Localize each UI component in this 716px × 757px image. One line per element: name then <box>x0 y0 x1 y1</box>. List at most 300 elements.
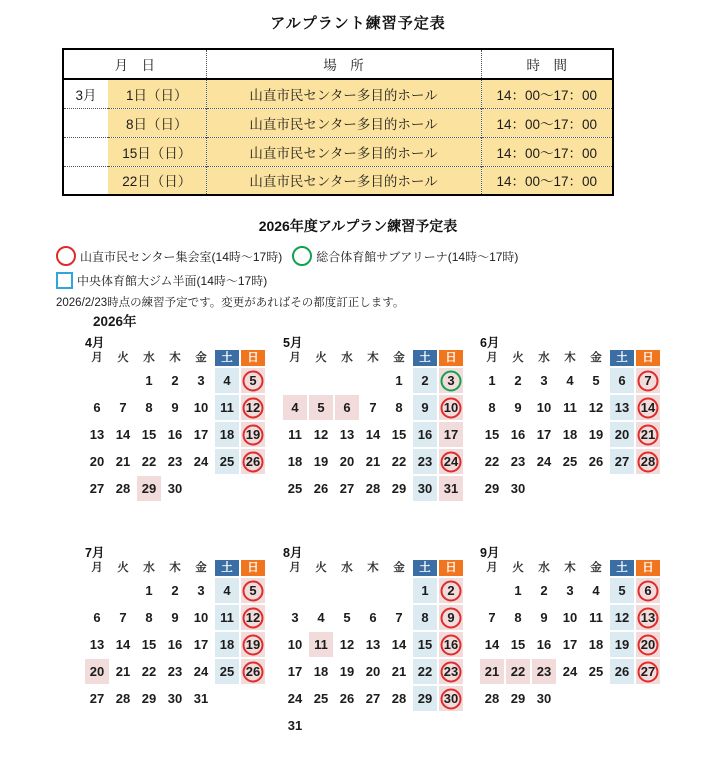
empty-cell <box>111 368 135 393</box>
day-cell: 8 <box>514 610 522 625</box>
day-cell: 6 <box>93 400 101 415</box>
header-month-day: 月 日 <box>63 49 206 79</box>
day-cell: 24 <box>287 691 303 706</box>
weekday-header: 火 <box>117 562 129 574</box>
calendar-month-label: 8月 <box>283 546 303 560</box>
day-cell: 9 <box>514 400 522 415</box>
day-cell: 5 <box>343 610 351 625</box>
day-cell: 31 <box>193 691 209 706</box>
empty-cell <box>309 578 333 603</box>
day-cell: 15 <box>141 637 157 652</box>
legend-label: 中央体育館大ジム半面(14時～17時) <box>77 274 268 288</box>
day-cell: 4 <box>283 395 307 420</box>
green-circle-icon <box>292 246 312 266</box>
day-cell: 22 <box>141 454 157 469</box>
day-cell: 8日（日） <box>108 108 206 137</box>
empty-cell <box>361 368 385 393</box>
empty-cell <box>361 578 385 603</box>
day-cell: 27 <box>636 659 660 684</box>
day-cell: 6 <box>636 578 660 603</box>
empty-cell <box>335 713 359 738</box>
day-cell: 9 <box>171 400 179 415</box>
empty-cell <box>532 476 556 501</box>
weekday-header: 土 <box>215 560 239 576</box>
weekday-header: 木 <box>564 352 576 364</box>
header-place: 場 所 <box>206 49 481 79</box>
month-cell <box>63 137 108 166</box>
legend-row-1 <box>56 246 528 266</box>
day-cell: 21 <box>636 422 660 447</box>
day-cell: 15 <box>484 427 500 442</box>
legend-item-blue-square <box>56 272 267 289</box>
weekday-header: 土 <box>215 350 239 366</box>
day-cell: 22 <box>506 659 530 684</box>
day-cell: 25 <box>215 449 239 474</box>
year-label: 2026年 <box>93 314 137 329</box>
day-cell: 5 <box>241 368 265 393</box>
calendar-days <box>85 560 271 711</box>
weekday-header: 火 <box>315 352 327 364</box>
red-circle-mark <box>638 424 659 445</box>
weekday-header: 木 <box>169 562 181 574</box>
day-cell: 21 <box>365 454 381 469</box>
day-cell: 27 <box>89 481 105 496</box>
weekday-header: 金 <box>195 562 207 574</box>
month-cell <box>63 166 108 195</box>
day-cell: 13 <box>89 637 105 652</box>
day-cell: 31 <box>439 476 463 501</box>
day-cell: 30 <box>439 686 463 711</box>
day-cell: 12 <box>241 395 265 420</box>
day-cell: 30 <box>167 481 183 496</box>
day-cell: 9 <box>171 610 179 625</box>
empty-cell <box>636 476 660 501</box>
day-cell: 1 <box>488 373 496 388</box>
day-cell: 13 <box>636 605 660 630</box>
day-cell: 7 <box>636 368 660 393</box>
day-cell: 18 <box>588 637 604 652</box>
red-circle-mark <box>638 607 659 628</box>
day-cell: 28 <box>636 449 660 474</box>
day-cell: 4 <box>566 373 574 388</box>
weekday-header: 金 <box>393 352 405 364</box>
day-cell: 1 <box>145 583 153 598</box>
day-cell: 24 <box>439 449 463 474</box>
day-cell: 12 <box>588 400 604 415</box>
day-cell: 17 <box>193 427 209 442</box>
legend-label: 総合体育館サブアリーナ(14時～17時) <box>316 249 519 264</box>
day-cell: 1日（日） <box>108 79 206 108</box>
day-cell: 28 <box>115 481 131 496</box>
schedule-header-row <box>63 49 613 79</box>
day-cell: 11 <box>563 400 577 415</box>
day-cell: 10 <box>439 395 463 420</box>
day-cell: 15 <box>413 632 437 657</box>
weekday-header: 土 <box>610 560 634 576</box>
day-cell: 30 <box>167 691 183 706</box>
day-cell: 26 <box>241 659 265 684</box>
day-cell: 3 <box>439 368 463 393</box>
day-cell: 16 <box>167 427 183 442</box>
day-cell: 13 <box>610 395 634 420</box>
day-cell: 6 <box>335 395 359 420</box>
red-circle-mark <box>243 607 264 628</box>
weekday-header: 日 <box>439 560 463 576</box>
day-cell: 10 <box>193 610 209 625</box>
day-cell: 21 <box>115 664 131 679</box>
empty-cell <box>215 476 239 501</box>
red-circle-mark <box>638 580 659 601</box>
day-cell: 28 <box>115 691 131 706</box>
day-cell: 23 <box>167 454 183 469</box>
red-circle-mark <box>441 580 462 601</box>
green-circle-mark <box>441 370 462 391</box>
weekday-header: 月 <box>91 562 103 574</box>
red-circle-mark <box>638 397 659 418</box>
weekday-header: 月 <box>289 562 301 574</box>
table-row <box>63 137 613 166</box>
empty-cell <box>215 686 239 711</box>
weekday-header: 日 <box>636 350 660 366</box>
weekday-header: 金 <box>590 562 602 574</box>
day-cell: 15 <box>510 637 526 652</box>
day-cell: 23 <box>532 659 556 684</box>
day-cell: 29 <box>137 476 161 501</box>
weekday-header: 水 <box>341 352 353 364</box>
weekday-header: 木 <box>169 352 181 364</box>
empty-cell <box>584 476 608 501</box>
time-cell: 14：00～17：00 <box>481 166 613 195</box>
day-cell: 2 <box>514 373 522 388</box>
day-cell: 14 <box>115 427 131 442</box>
day-cell: 22日（日） <box>108 166 206 195</box>
day-cell: 27 <box>89 691 105 706</box>
empty-cell <box>335 578 359 603</box>
day-cell: 8 <box>145 400 153 415</box>
empty-cell <box>283 578 307 603</box>
red-circle-mark <box>638 634 659 655</box>
day-cell: 20 <box>85 659 109 684</box>
day-cell: 21 <box>115 454 131 469</box>
day-cell: 19 <box>241 422 265 447</box>
day-cell: 28 <box>484 691 500 706</box>
day-cell: 18 <box>215 632 239 657</box>
day-cell: 21 <box>480 659 504 684</box>
empty-cell <box>610 476 634 501</box>
day-cell: 1 <box>413 578 437 603</box>
day-cell: 22 <box>141 664 157 679</box>
day-cell: 4 <box>592 583 600 598</box>
red-circle-mark <box>243 451 264 472</box>
weekday-header: 火 <box>512 562 524 574</box>
day-cell: 29 <box>391 481 407 496</box>
day-cell: 29 <box>413 686 437 711</box>
legend-label: 山直市民センター集会室(14時～17時) <box>80 249 283 264</box>
red-circle-mark <box>243 397 264 418</box>
day-cell: 11 <box>215 605 239 630</box>
day-cell: 1 <box>395 373 403 388</box>
day-cell: 26 <box>313 481 329 496</box>
day-cell: 24 <box>536 454 552 469</box>
calendar-month-label: 6月 <box>480 336 500 350</box>
day-cell: 16 <box>413 422 437 447</box>
red-circle-mark <box>441 688 462 709</box>
weekday-header: 土 <box>610 350 634 366</box>
day-cell: 23 <box>510 454 526 469</box>
day-cell: 25 <box>562 454 578 469</box>
day-cell: 2 <box>171 583 179 598</box>
day-cell: 24 <box>562 664 578 679</box>
day-cell: 23 <box>439 659 463 684</box>
day-cell: 15 <box>141 427 157 442</box>
schedule-table <box>62 48 614 196</box>
day-cell: 19 <box>241 632 265 657</box>
day-cell: 17 <box>439 422 463 447</box>
empty-cell <box>85 368 109 393</box>
empty-cell <box>335 368 359 393</box>
day-cell: 22 <box>391 454 407 469</box>
weekday-header: 木 <box>367 562 379 574</box>
month-cell: 3月 <box>75 87 97 103</box>
day-cell: 13 <box>89 427 105 442</box>
day-cell: 23 <box>167 664 183 679</box>
day-cell: 17 <box>562 637 578 652</box>
day-cell: 19 <box>610 632 634 657</box>
time-cell: 14：00～17：00 <box>481 79 613 108</box>
day-cell: 3 <box>540 373 548 388</box>
empty-cell <box>387 713 411 738</box>
day-cell: 26 <box>588 454 604 469</box>
day-cell: 19 <box>313 454 329 469</box>
day-cell: 9 <box>413 395 437 420</box>
empty-cell <box>361 713 385 738</box>
day-cell: 7 <box>119 610 127 625</box>
table-row <box>63 79 613 108</box>
day-cell: 6 <box>93 610 101 625</box>
day-cell: 6 <box>610 368 634 393</box>
weekday-header: 水 <box>143 352 155 364</box>
empty-cell <box>439 713 463 738</box>
empty-cell <box>558 686 582 711</box>
day-cell: 26 <box>610 659 634 684</box>
empty-cell <box>309 368 333 393</box>
day-cell: 2 <box>413 368 437 393</box>
day-cell: 18 <box>215 422 239 447</box>
day-cell: 12 <box>339 637 355 652</box>
day-cell: 2 <box>540 583 548 598</box>
day-cell: 7 <box>369 400 377 415</box>
day-cell: 5 <box>309 395 333 420</box>
legend-item-red-circle <box>56 246 282 266</box>
red-circle-mark <box>243 634 264 655</box>
day-cell: 13 <box>339 427 355 442</box>
day-cell: 27 <box>610 449 634 474</box>
day-cell: 5 <box>592 373 600 388</box>
day-cell: 29 <box>510 691 526 706</box>
weekday-header: 水 <box>538 562 550 574</box>
empty-cell <box>387 578 411 603</box>
red-circle-icon <box>56 246 76 266</box>
legend-row-2 <box>56 272 277 289</box>
empty-cell <box>283 368 307 393</box>
red-circle-mark <box>243 580 264 601</box>
day-cell: 10 <box>536 400 552 415</box>
weekday-header: 金 <box>393 562 405 574</box>
day-cell: 30 <box>536 691 552 706</box>
day-cell: 9 <box>540 610 548 625</box>
day-cell: 20 <box>89 454 105 469</box>
calendar-6月 <box>480 333 666 501</box>
day-cell: 30 <box>510 481 526 496</box>
day-cell: 29 <box>141 691 157 706</box>
calendar-month-label: 5月 <box>283 336 303 350</box>
calendar-days <box>480 560 666 711</box>
day-cell: 18 <box>562 427 578 442</box>
day-cell: 23 <box>413 449 437 474</box>
day-cell: 17 <box>287 664 303 679</box>
day-cell: 14 <box>115 637 131 652</box>
weekday-header: 水 <box>143 562 155 574</box>
day-cell: 8 <box>395 400 403 415</box>
day-cell: 28 <box>391 691 407 706</box>
day-cell: 12 <box>313 427 329 442</box>
red-circle-mark <box>638 661 659 682</box>
day-cell: 24 <box>193 664 209 679</box>
empty-cell <box>584 686 608 711</box>
day-cell: 20 <box>610 422 634 447</box>
day-cell: 5 <box>241 578 265 603</box>
empty-cell <box>610 686 634 711</box>
calendar-days <box>283 350 469 501</box>
day-cell: 22 <box>413 659 437 684</box>
day-cell: 7 <box>395 610 403 625</box>
day-cell: 2 <box>171 373 179 388</box>
day-cell: 22 <box>484 454 500 469</box>
day-cell: 17 <box>193 637 209 652</box>
empty-cell <box>413 713 437 738</box>
day-cell: 5 <box>610 578 634 603</box>
weekday-header: 水 <box>538 352 550 364</box>
place-cell: 山直市民センター多目的ホール <box>206 108 481 137</box>
day-cell: 9 <box>439 605 463 630</box>
month-cell <box>63 108 108 137</box>
time-cell: 14：00～17：00 <box>481 108 613 137</box>
table-row <box>63 108 613 137</box>
day-cell: 3 <box>291 610 299 625</box>
empty-cell <box>111 578 135 603</box>
place-cell: 山直市民センター多目的ホール <box>206 79 481 108</box>
weekday-header: 土 <box>413 560 437 576</box>
day-cell: 10 <box>287 637 303 652</box>
empty-cell <box>480 578 504 603</box>
day-cell: 7 <box>488 610 496 625</box>
calendar-8月 <box>283 543 469 738</box>
day-cell: 19 <box>588 427 604 442</box>
calendar-days <box>85 350 271 501</box>
calendar-9月 <box>480 543 666 711</box>
weekday-header: 月 <box>486 562 498 574</box>
weekday-header: 火 <box>117 352 129 364</box>
day-cell: 8 <box>145 610 153 625</box>
weekday-header: 月 <box>289 352 301 364</box>
day-cell: 16 <box>439 632 463 657</box>
revision-note: 2026/2/23時点の練習予定です。変更があればその都度訂正します。 <box>56 297 405 309</box>
calendar-7月 <box>85 543 271 711</box>
calendar-month-label: 7月 <box>85 546 105 560</box>
weekday-header: 日 <box>439 350 463 366</box>
day-cell: 24 <box>193 454 209 469</box>
empty-cell <box>558 476 582 501</box>
day-cell: 4 <box>215 578 239 603</box>
weekday-header: 日 <box>636 560 660 576</box>
day-cell: 14 <box>636 395 660 420</box>
day-cell: 12 <box>241 605 265 630</box>
red-circle-mark <box>638 370 659 391</box>
day-cell: 16 <box>536 637 552 652</box>
time-cell: 14：00～17：00 <box>481 137 613 166</box>
red-circle-mark <box>243 370 264 391</box>
day-cell: 11 <box>288 427 302 442</box>
weekday-header: 月 <box>91 352 103 364</box>
day-cell: 3 <box>197 373 205 388</box>
day-cell: 19 <box>339 664 355 679</box>
day-cell: 13 <box>365 637 381 652</box>
calendar-days <box>283 560 469 738</box>
day-cell: 3 <box>197 583 205 598</box>
empty-cell <box>636 686 660 711</box>
day-cell: 4 <box>215 368 239 393</box>
day-cell: 14 <box>391 637 407 652</box>
red-circle-mark <box>441 397 462 418</box>
day-cell: 16 <box>510 427 526 442</box>
page-title: アルプラント練習予定表 <box>270 15 446 32</box>
calendar-month-label: 9月 <box>480 546 500 560</box>
day-cell: 27 <box>339 481 355 496</box>
weekday-header: 日 <box>241 560 265 576</box>
day-cell: 29 <box>484 481 500 496</box>
day-cell: 3 <box>566 583 574 598</box>
legend-item-green-circle <box>292 246 518 266</box>
day-cell: 30 <box>413 476 437 501</box>
header-time: 時 間 <box>481 49 613 79</box>
day-cell: 25 <box>313 691 329 706</box>
calendar-days <box>480 350 666 501</box>
day-cell: 20 <box>339 454 355 469</box>
day-cell: 11 <box>215 395 239 420</box>
day-cell: 31 <box>287 718 303 733</box>
empty-cell <box>309 713 333 738</box>
red-circle-mark <box>243 661 264 682</box>
calendar-section-title: 2026年度アルプラン練習予定表 <box>258 218 458 234</box>
day-cell: 17 <box>536 427 552 442</box>
day-cell: 26 <box>339 691 355 706</box>
place-cell: 山直市民センター多目的ホール <box>206 166 481 195</box>
day-cell: 16 <box>167 637 183 652</box>
day-cell: 6 <box>369 610 377 625</box>
day-cell: 14 <box>365 427 381 442</box>
red-circle-mark <box>441 451 462 472</box>
red-circle-mark <box>243 424 264 445</box>
day-cell: 10 <box>193 400 209 415</box>
day-cell: 4 <box>317 610 325 625</box>
weekday-header: 水 <box>341 562 353 574</box>
calendar-4月 <box>85 333 271 501</box>
red-circle-mark <box>441 634 462 655</box>
day-cell: 11 <box>309 632 333 657</box>
day-cell: 20 <box>636 632 660 657</box>
red-circle-mark <box>638 451 659 472</box>
weekday-header: 木 <box>367 352 379 364</box>
